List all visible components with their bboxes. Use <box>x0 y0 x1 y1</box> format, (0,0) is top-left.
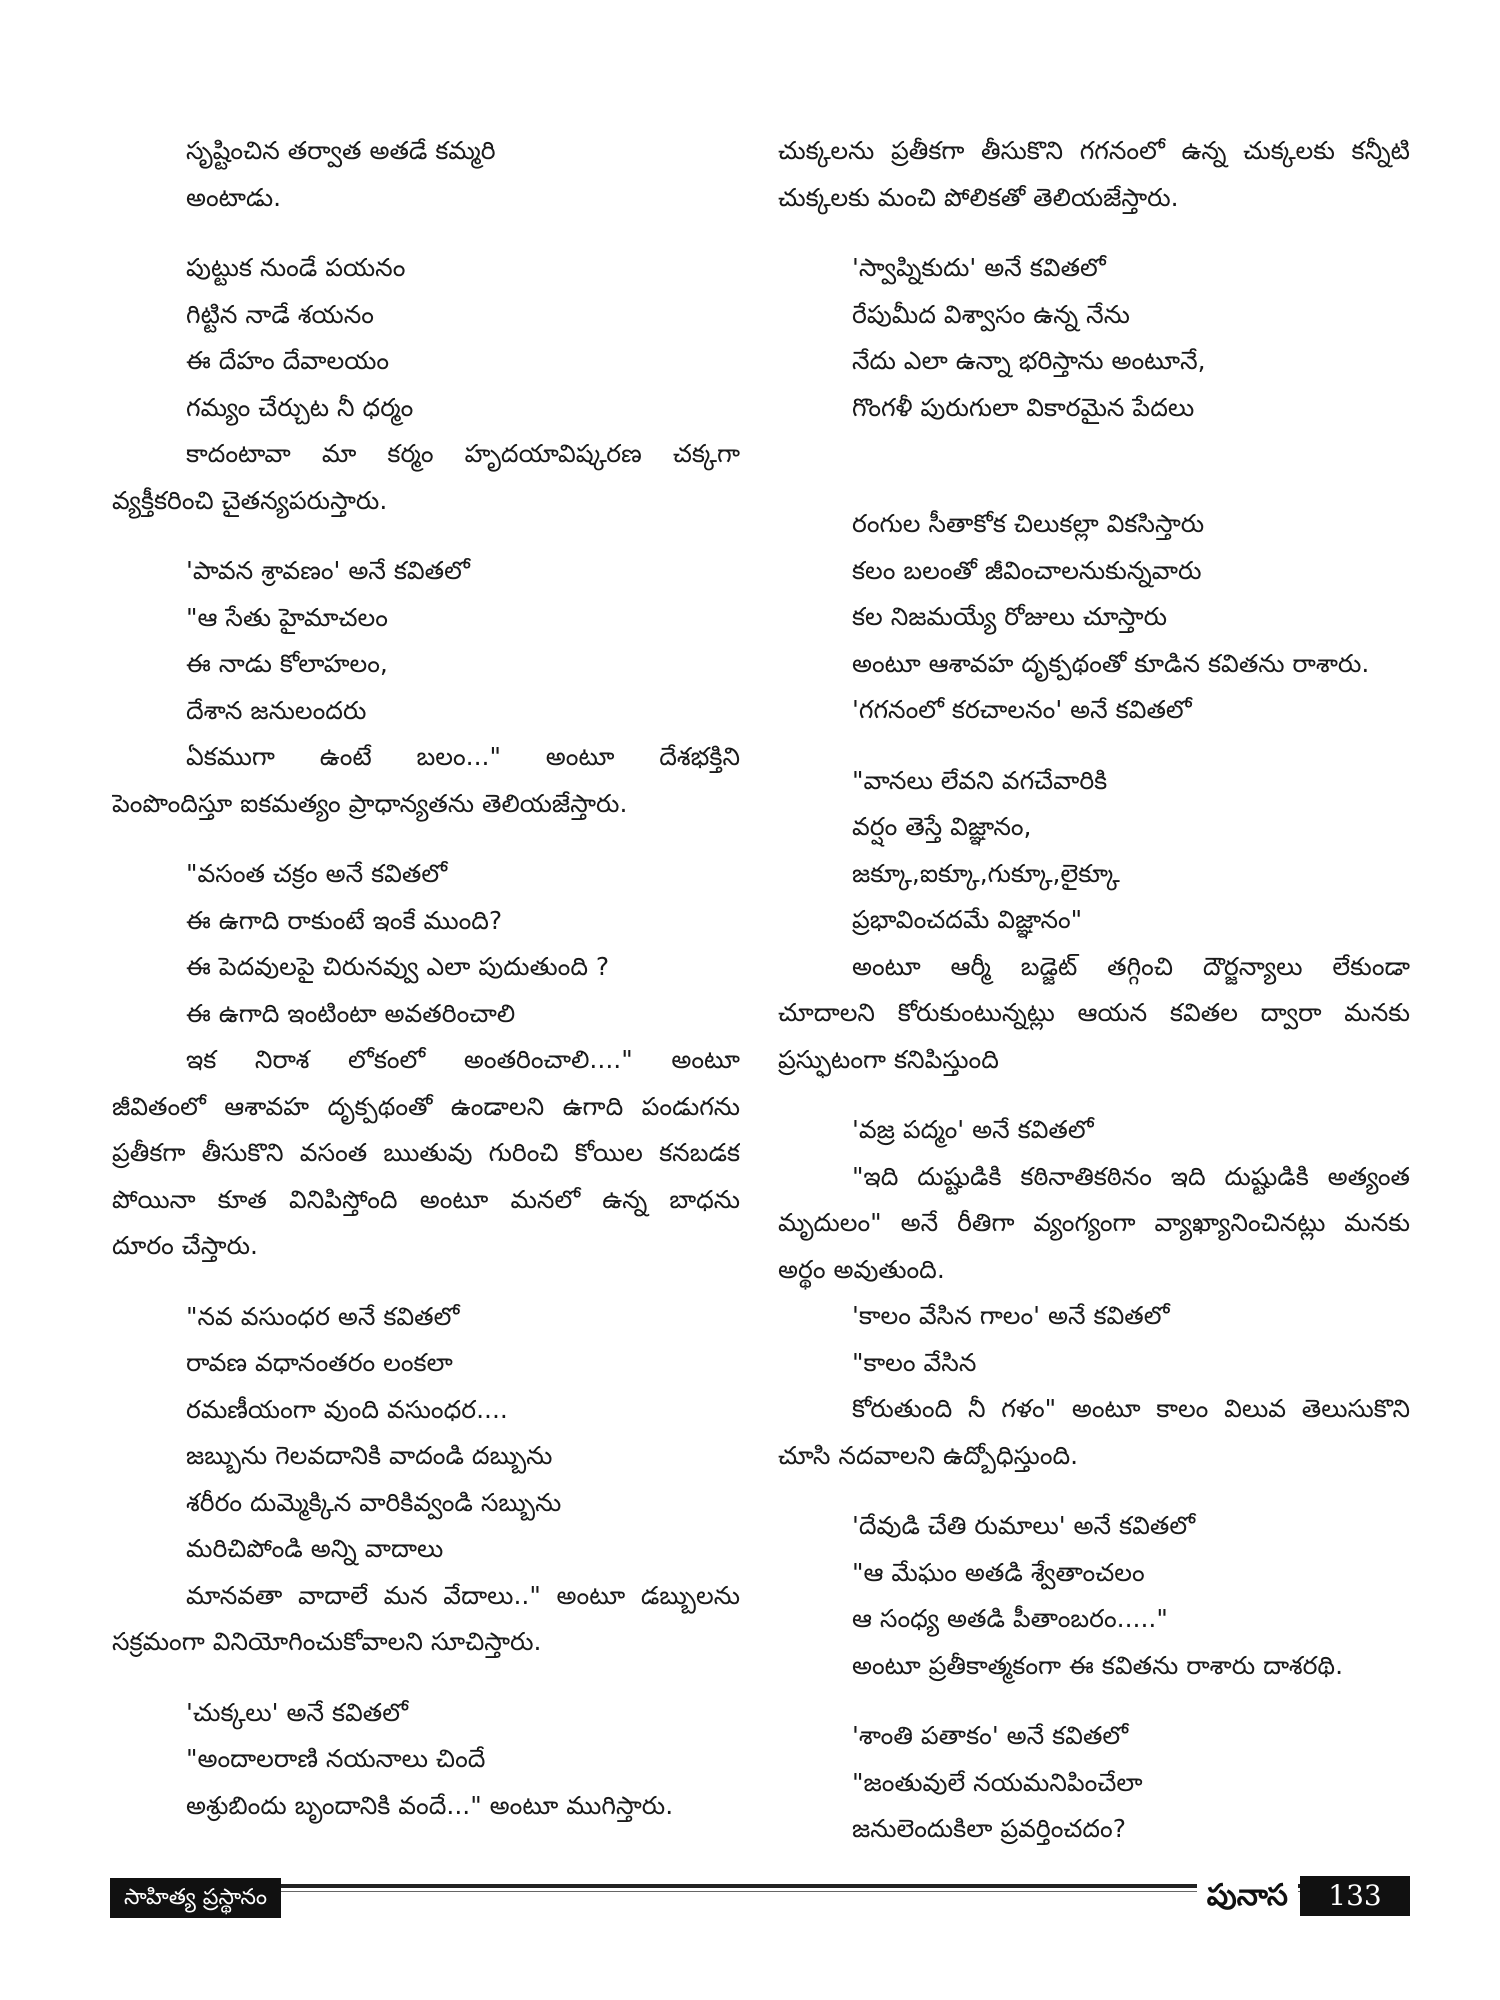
paragraph-block <box>112 1690 740 1830</box>
text-line: "కాలం వేసిన <box>852 1347 977 1377</box>
text-line: చుక్కలకు మంచి పోలికతో తెలియజేస్తారు. <box>778 182 1179 212</box>
text-line: దేశాన జనులందరు <box>186 695 367 725</box>
text-line: "ఆ మేఘం అతడి శ్వేతాంచలం <box>852 1557 1145 1587</box>
paragraph-block <box>112 851 740 1270</box>
text-line: రమణీయంగా వుంది వసుంధర.... <box>186 1394 508 1424</box>
text-line: "వసంత చక్రం అనే కవితలో <box>186 859 448 888</box>
text-line: పుట్టుక నుండే పయనం <box>186 253 406 282</box>
text-line: ప్రభావించదమే విజ్ఞానం" <box>852 905 1083 934</box>
text-line: వ్యక్తీకరించి చైతన్యపరుస్తారు. <box>112 485 388 515</box>
text-line: చూదాలని కోరుకుంటున్నట్లు ఆయన కవితల ద్వారా మనకు <box>778 998 1410 1027</box>
text-line: మరిచిపోండి అన్ని వాదాలు <box>186 1534 444 1563</box>
paragraph-block <box>112 245 740 524</box>
text-line: ఈ నాడు కోలాహలం, <box>186 649 388 678</box>
text-line: ఈ దేహం దేవాలయం <box>186 346 390 375</box>
text-line: రావణ వధానంతరం లంకలా <box>186 1348 453 1377</box>
text-line: పెంపొందిస్తూ ఐకమత్యం ప్రాధాన్యతను తెలియజేస్తారు. <box>112 788 628 818</box>
text-line: జబ్బును గెలవదానికి వాదండి దబ్బును <box>186 1441 553 1470</box>
text-line: ఈ పెదవులపై చిరునవ్వు ఎలా పుదుతుంది ? <box>186 952 610 981</box>
text-line: పోయినా కూత వినిపిస్తోంది అంటూ మనలో ఉన్న బాధను <box>112 1184 740 1214</box>
text-line: 'వజ్ర పద్మం' అనే కవితలో <box>852 1115 1094 1144</box>
text-line: అంటాడు. <box>186 182 282 212</box>
text-line: రేపుమీద విశ్వాసం ఉన్న నేను <box>852 299 1130 329</box>
text-line: కోరుతుంది నీ గళం" అంటూ కాలం విలువ తెలుసుకొని <box>852 1394 1410 1423</box>
text-line: 'చుక్కలు' అనే కవితలో <box>186 1697 408 1727</box>
text-line: ఇక నిరాశ లోకంలో అంతరించాలి...." అంటూ <box>186 1045 740 1074</box>
text-line: జీవితంలో ఆశావహ దృక్పథంతో ఉండాలని ఉగాది పండుగను <box>112 1091 740 1121</box>
paragraph-block <box>112 128 740 221</box>
text-line: సృష్టించిన తర్వాత అతడే కమ్మరి <box>186 136 496 165</box>
page-number: 133 <box>1300 1876 1410 1916</box>
paragraph-block <box>778 501 1410 734</box>
text-line: "ఇది దుష్టుడికి కఠినాతికఠినం ఇది దుష్టుడికి అత్యంత <box>852 1161 1410 1191</box>
text-line: అంటూ ఆశావహ దృక్పథంతో కూడిన కవితను రాశారు. <box>852 648 1370 678</box>
text-line: వర్షం తెస్తే విజ్ఞానం, <box>852 812 1032 841</box>
text-line: చుక్కలను ప్రతీకగా తీసుకొని గగనంలో ఉన్న చుక్కలకు కన్నీటి <box>778 136 1410 165</box>
text-line: గొంగళీ పురుగులా వికారమైన పేదలు <box>852 392 1195 422</box>
text-line: "ఆ సేతు హైమాచలం <box>186 602 388 632</box>
text-line: గిట్టిన నాడే శయనం <box>186 299 374 329</box>
text-line: ప్రతీకగా తీసుకొని వసంత ఋతువు గురించి కోయిల కనబడక <box>112 1138 740 1167</box>
text-line: మానవతా వాదాలే మన వేదాలు.." అంటూ డబ్బులను <box>186 1580 740 1610</box>
right-text-column <box>778 128 1410 1877</box>
text-line: దూరం చేస్తారు. <box>112 1231 258 1260</box>
text-line: గమ్యం చేర్చుట నీ ధర్మం <box>186 392 414 422</box>
text-line: అశ్రుబిందు బృందానికి వందే..." అంటూ ముగిస్తారు. <box>186 1790 674 1820</box>
text-line: అంటూ ఆర్మీ బడ్జెట్ తగ్గించి దౌర్జన్యాలు లేకుండా <box>852 951 1410 981</box>
paragraph-block <box>778 1503 1410 1689</box>
text-line: 'గగనంలో కరచాలనం' అనే కవితలో <box>852 695 1192 724</box>
paragraph-block <box>778 245 1410 431</box>
text-line: నేదు ఎలా ఉన్నా భరిస్తాను అంటూనే, <box>852 346 1206 375</box>
text-line: ఈ ఉగాది రాకుంటే ఇంకే ముంది? <box>186 905 503 935</box>
text-line: శరీరం దుమ్మెక్కిన వారికివ్వండి సబ్బును <box>186 1487 562 1517</box>
text-line: "నవ వసుంధర అనే కవితలో <box>186 1301 460 1331</box>
text-line: సక్రమంగా వినియోగించుకోవాలని సూచిస్తారు. <box>112 1627 542 1656</box>
paragraph-block <box>778 1713 1410 1853</box>
blank-gap <box>778 455 1410 501</box>
paragraph-block <box>112 548 740 827</box>
text-line: ఈ ఉగాది ఇంటింటా అవతరించాలి <box>186 998 516 1028</box>
text-line: అర్థం అవుతుంది. <box>778 1254 945 1284</box>
text-line: 'దేవుడి చేతి రుమాలు' అనే కవితలో <box>852 1511 1196 1540</box>
magazine-name-right: పునాస <box>1197 1874 1298 1918</box>
paragraph-block <box>778 1107 1410 1479</box>
text-line: 'శాంతి పతాకం' అనే కవితలో <box>852 1721 1129 1750</box>
left-text-column <box>112 128 740 1853</box>
paragraph-block <box>112 1294 740 1666</box>
text-line: చూసి నదవాలని ఉద్బోధిస్తుంది. <box>778 1440 1079 1470</box>
page-footer <box>110 1872 1410 1922</box>
text-line: కాదంటావా మా కర్మం హృదయావిష్కరణ చక్కగా <box>186 439 740 468</box>
paragraph-block <box>778 758 1410 1084</box>
text-line: "అందాలరాణి నయనాలు చిందే <box>186 1744 486 1773</box>
text-line: "జంతువులే నయమనిపించేలా <box>852 1767 1143 1797</box>
text-line: రంగుల సీతాకోక చిలుకల్లా వికసిస్తారు <box>852 509 1205 538</box>
text-line: ప్రస్ఫుటంగా కనిపిస్తుంది <box>778 1044 999 1074</box>
text-line: జక్కూ,ఐక్కూ,గుక్కూ,లైక్కూ <box>852 858 1120 888</box>
text-line: 'పావన శ్రావణం' అనే కవితలో <box>186 556 470 585</box>
text-line: జనులెందుకిలా ప్రవర్తించదం? <box>852 1814 1126 1843</box>
paragraph-block <box>778 128 1410 221</box>
text-line: కలం బలంతో జీవించాలనుకున్నవారు <box>852 555 1202 585</box>
magazine-name-left: సాహిత్య ప్రస్థానం <box>110 1878 281 1918</box>
text-line: కల నిజమయ్యే రోజులు చూస్తారు <box>852 602 1168 631</box>
text-line: 'కాలం వేసిన గాలం' అనే కవితలో <box>852 1301 1170 1330</box>
text-line: ఏకముగా ఉంటే బలం..." అంటూ దేశభక్తిని <box>186 742 740 771</box>
text-line: "వానలు లేవని వగచేవారికి <box>852 765 1108 795</box>
text-line: ఆ సంధ్య అతడి పీతాంబరం....." <box>852 1604 1168 1633</box>
text-line: 'స్వాప్నికుదు' అనే కవితలో <box>852 253 1106 282</box>
text-line: అంటూ ప్రతీకాత్మకంగా ఈ కవితను రాశారు దాశరథి. <box>852 1650 1344 1680</box>
text-line: మృదులం" అనే రీతిగా వ్యంగ్యంగా వ్యాఖ్యానించినట్లు మనకు <box>778 1208 1410 1237</box>
